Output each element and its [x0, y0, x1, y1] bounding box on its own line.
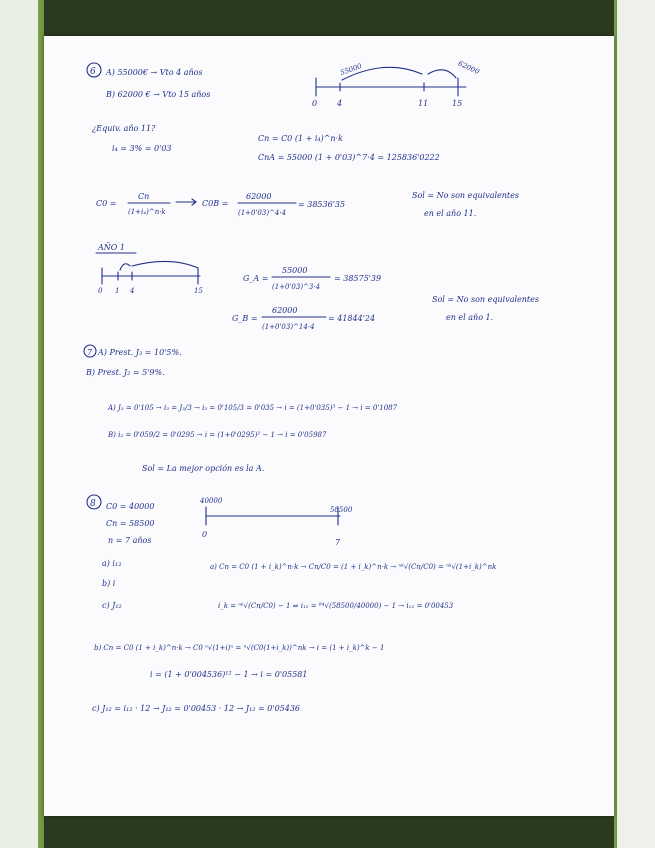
svg-text:0: 0: [98, 287, 103, 295]
svg-text:0: 0: [312, 99, 318, 108]
svg-text:4: 4: [337, 99, 343, 108]
svg-text:62000: 62000: [456, 59, 481, 77]
problem-8-cn: Cn = 58500: [106, 519, 155, 528]
problem-6-sol2-2: en el año 1.: [446, 313, 494, 322]
svg-text:= 38536'35: = 38536'35: [298, 200, 346, 209]
problem-8-c0: C0 = 40000: [106, 502, 155, 511]
problem-8-a-eq2: i_k = ⁿᵏ√(Cn/C0) − 1 ⇒ i₁₂ = ⁸⁴√(58500/40000) − 1 → i₁₂ = 0'00453: [218, 602, 454, 610]
problem-8-item-b: b) i: [102, 579, 116, 588]
svg-text:55000: 55000: [282, 266, 308, 275]
svg-text:55000: 55000: [339, 62, 363, 78]
problem-6-sol2-1: Sol = No son equivalentes: [432, 295, 539, 304]
svg-text:G_A =: G_A =: [243, 274, 269, 283]
problem-6-sol-2: en el año 11.: [424, 209, 477, 218]
problem-8-item-a: a) i₁₂: [102, 559, 122, 568]
svg-text:62000: 62000: [272, 306, 298, 315]
problem-6-sol-1: Sol = No son equivalentes: [412, 191, 519, 200]
problem-8-n: n = 7 años: [108, 536, 152, 545]
svg-text:(1+0'03)^3·4: (1+0'03)^3·4: [272, 283, 321, 291]
svg-text:(1+0'03)^14·4: (1+0'03)^14·4: [262, 323, 315, 331]
problem-6-line-b: B) 62000 € → Vto 15 años: [106, 90, 211, 99]
svg-text:7: 7: [335, 538, 341, 547]
svg-text:= 38575'39: = 38575'39: [334, 274, 382, 283]
notebook-sheet: [44, 36, 614, 816]
year1-heading: AÑO 1: [98, 243, 125, 252]
problem-6-number: 6: [90, 67, 96, 77]
problem-7-eq-a: A) J₃ = 0'105 → i₃ = J₃/3 → i₃ = 0'105/3 = 0'035 → i = (1+0'035)³ − 1 → i = 0'1087: [108, 404, 398, 412]
svg-text:62000: 62000: [246, 192, 272, 201]
problem-6-calc-a: CnA = 55000 (1 + 0'03)^7·4 = 125836'0222: [258, 153, 440, 162]
svg-text:(1+0'03)^4·4: (1+0'03)^4·4: [238, 209, 287, 217]
problem-8-b-eq: b) Cn = C0 (1 + i_k)^n·k → C0 ⁿ√(1+i)ⁿ = ⁿ√(C0(1+i_k))^nk → i = (1 + i_k)^k − 1: [94, 644, 385, 652]
problem-7-sol: Sol = La mejor opción es la A.: [142, 464, 265, 473]
svg-text:Cn: Cn: [138, 192, 150, 201]
svg-text:15: 15: [194, 287, 203, 295]
svg-text:G_B =: G_B =: [232, 314, 258, 323]
problem-6-line-a: A) 55000€ → Vto 4 años: [106, 68, 203, 77]
svg-text:= 41844'24: = 41844'24: [328, 314, 376, 323]
problem-8-c-eq: c) J₁₂ = i₁₂ · 12 → J₁₂ = 0'00453 · 12 → J₁₂ = 0'05436: [92, 704, 301, 713]
problem-7-line-b: B) Prest. J₂ = 5'9%.: [86, 368, 165, 377]
svg-text:11: 11: [418, 99, 429, 108]
problem-7-line-a: A) Prest. J₃ = 10'5%.: [98, 348, 182, 357]
svg-text:4: 4: [130, 287, 135, 295]
problem-8-b-eq2: i = (1 + 0'004536)¹² − 1 → i = 0'05581: [150, 670, 308, 679]
problem-7-eq-b: B) i₂ = 0'059/2 = 0'0295 → i = (1+0'0295)² − 1 → i = 0'05987: [108, 431, 327, 439]
svg-text:58500: 58500: [330, 506, 353, 514]
problem-6-rate: i₄ = 3% = 0'03: [112, 144, 172, 153]
svg-text:C0 =: C0 =: [96, 199, 117, 208]
left-background-strip: [0, 0, 44, 848]
svg-text:C0B =: C0B =: [202, 199, 229, 208]
svg-text:0: 0: [202, 530, 208, 539]
problem-8-item-c: c) J₁₂: [102, 601, 122, 610]
problem-7-number: 7: [87, 348, 93, 357]
problem-6-formula: Cn = C0 (1 + i₄)^n·k: [258, 134, 343, 143]
svg-text:40000: 40000: [200, 497, 223, 505]
problem-8-number: 8: [90, 499, 96, 509]
svg-text:(1+i₄)^n·k: (1+i₄)^n·k: [128, 208, 166, 216]
svg-text:1: 1: [115, 287, 120, 295]
problem-6-question: ¿Equiv. año 11?: [92, 124, 156, 133]
svg-text:15: 15: [452, 99, 463, 108]
problem-8-a-eq: a) Cn = C0 (1 + i_k)^n·k → Cn/C0 = (1 + i_k)^n·k → ⁿᵏ√(Cn/C0) = ⁿᵏ√(1+i_k)^nk: [210, 563, 497, 571]
right-background-strip: [614, 0, 655, 848]
